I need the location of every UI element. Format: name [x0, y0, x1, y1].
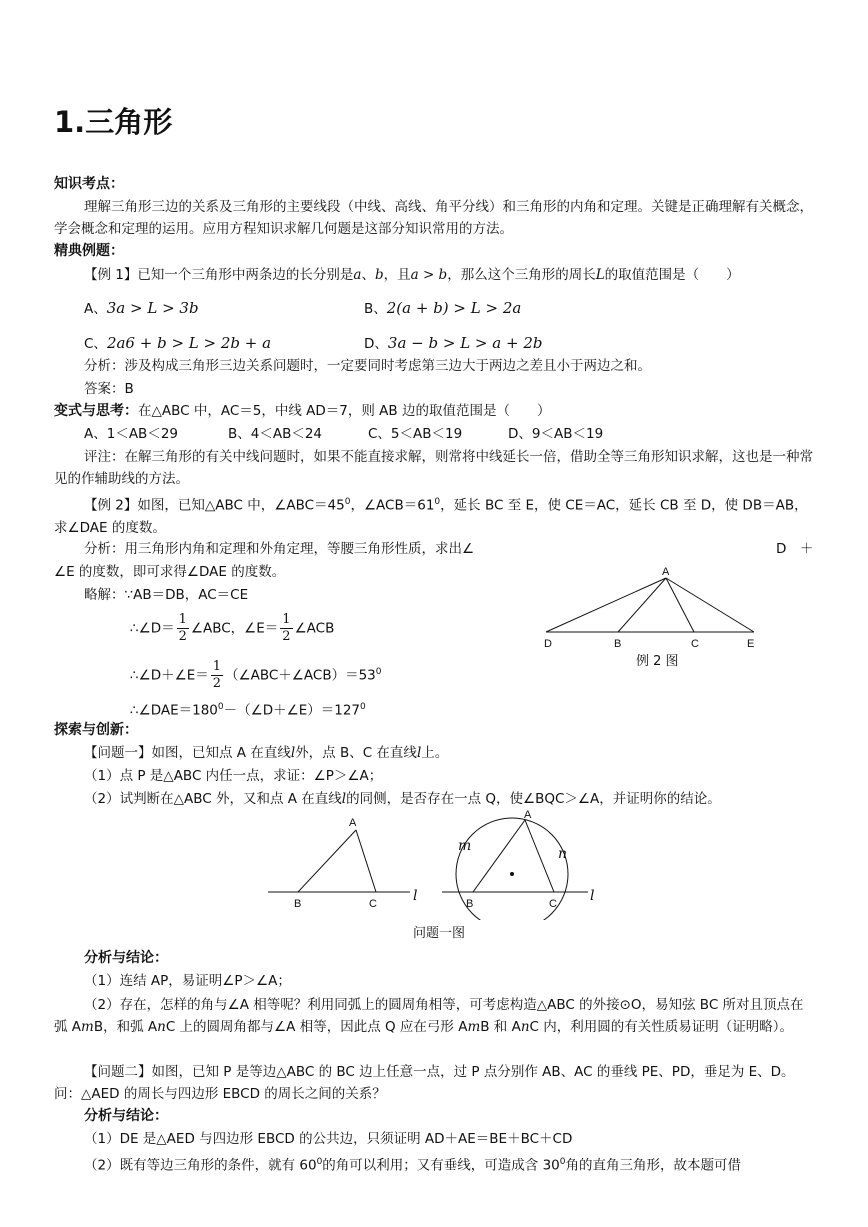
label-a: A — [662, 566, 670, 578]
ex1-analysis: 分析：涉及构成三角形三边关系问题时，一定要同时考虑第三边大于两边之差且小于两边之和。 — [84, 358, 651, 374]
ex2-analysis-line2: ∠E 的度数，即可求得∠DAE 的度数。 — [54, 564, 286, 580]
variant-option-c: C、5＜AB＜19 — [368, 426, 463, 442]
conclusion1-item2: （2）存在，怎样的角与∠A 相等呢？利用同弧上的圆周角相等，可考虑构造△ABC 的外接⊙O，易知弦 BC 所对且顶点在弧 AmB，和弧 AnC 上的圆周角都与∠A 相等，因此点 Q 应在弓形 AmB 和 AnC 内，利用圆的有关性质易证明（证明略）。 — [54, 997, 804, 1035]
ex2-analysis: 分析：用三角形内角和定理和外角定理，等腰三角形性质，求出∠ — [84, 541, 475, 557]
right-label-b: B — [466, 898, 474, 910]
right-side-ac — [525, 820, 554, 892]
line-ae — [666, 578, 754, 632]
examples-heading: 精典例题： — [54, 243, 124, 259]
fraction-half: $\frac{1}{2}$ — [282, 612, 291, 644]
right-label-a: A — [524, 809, 532, 821]
label-b: B — [614, 638, 622, 650]
ex1-answer: 答案：B — [84, 381, 134, 397]
variant-question: 变式与思考：在△ABC 中，AC＝5，中线 AD＝7，则 AB 边的取值范围是（ ） — [54, 403, 551, 419]
problem1-q2: （2）试判断在△ABC 外，又和点 A 在直线l的同侧，是否存在一点 Q，使∠BQC＞∠A，并证明你的结论。 — [84, 791, 721, 807]
problem1-figure-caption: 问题一图 — [413, 926, 466, 941]
arc-label-m: m — [458, 838, 472, 854]
left-label-c: C — [369, 898, 377, 910]
ex2-solution-1: 略解：∵AB＝DB，AC＝CE — [84, 587, 249, 603]
ex1-option-c: C、2a6 + b > L > 2b + a — [84, 334, 272, 352]
ex2-solution-3: ∴∠D＋∠E＝ $\frac{1}{2}$ $(\angle ABC+\angle ACB)=53^0$ — [130, 659, 382, 691]
problem1-figure — [262, 808, 612, 920]
ex1-option-a: A、3a > L > 3b — [84, 299, 199, 317]
arc-label-n: n — [558, 846, 568, 862]
ex1-option-b: B、2(a + b) > L > 2a — [364, 299, 522, 317]
label-e: E — [747, 638, 755, 650]
page-title: 1.三角形 — [54, 105, 173, 139]
variant-comment: 评注：在解三角形的有关中线问题时，如果不能直接求解，则常将中线延长一倍，借助全等三角形知识求解，这也是一种常见的作辅助线的方法。 — [54, 449, 813, 487]
left-label-a: A — [349, 817, 357, 829]
ex2-question: 【例 2】如图，已知△ABC 中，$\angle ABC=45^0$，$\angle ACB=61^0$，延长 BC 至 E，使 CE＝AC，延长 CB 至 D，使 DB＝AB，求∠DAE 的度数。 — [54, 497, 808, 536]
conclusion2-heading: 分析与结论： — [84, 1108, 168, 1124]
fraction-half: $\frac{1}{2}$ — [212, 659, 222, 691]
left-label-l: l — [413, 888, 418, 904]
variant-option-d: D、9＜AB＜19 — [508, 426, 604, 442]
problem1-text: 【问题一】如图，已知点 A 在直线l外，点 B、C 在直线l上。 — [84, 745, 449, 761]
conclusion1-item1: （1）连结 AP，易证明∠P＞∠A； — [84, 973, 291, 989]
ex2-solution-4: $\therefore\angle DAE=180^0-(\angle D+\angle E)=127^0$ — [130, 702, 366, 719]
line-ab — [618, 578, 666, 632]
left-side-ac — [356, 830, 376, 892]
explore-heading: 探索与创新： — [54, 722, 138, 738]
knowledge-text: 理解三角形三边的关系及三角形的主要线段（中线、高线、角平分线）和三角形的内角和定理。关键是正确理解有关概念，学会概念和定理的运用。应用方程知识求解几何题是这部分知识常用的方法。 — [54, 199, 813, 237]
variant-option-b: B、4＜AB＜24 — [228, 426, 323, 442]
left-side-ab — [298, 830, 356, 892]
ex2-solution-2: ∴∠D＝ $\frac{1}{2}$ ∠ABC，∠E＝ $\frac{1}{2}$ ∠ACB — [130, 612, 335, 644]
variant-option-a: A、1＜AB＜29 — [84, 426, 178, 442]
left-label-b: B — [294, 898, 302, 910]
line-ad — [546, 578, 666, 632]
ex1-option-d: D、3a − b > L > a + 2b — [364, 334, 543, 352]
ex1-question: 【例 1】已知一个三角形中两条边的长分别是a、b，且a > b，那么这个三角形的周长L的取值范围是（ ） — [84, 267, 740, 283]
label-c: C — [691, 638, 699, 650]
right-label-l: l — [590, 888, 595, 904]
fraction-half: $\frac{1}{2}$ — [178, 612, 187, 644]
circle-center-dot — [510, 872, 514, 876]
conclusion2-item2: （2）既有等边三角形的条件，就有 $60^0$的角可以利用；又有垂线，可造成含 $30^0$角的直角三角形，故本题可借 — [84, 1157, 742, 1174]
conclusion1-heading: 分析与结论： — [84, 950, 168, 966]
label-d: D — [544, 638, 552, 650]
knowledge-heading: 知识考点： — [54, 176, 124, 192]
right-label-c: C — [549, 898, 557, 910]
ex2-figure-caption: 例 2 图 — [636, 654, 679, 669]
ex2-analysis-tail: D ＋ — [776, 541, 814, 557]
problem2-text: 【问题二】如图，已知 P 是等边△ABC 的 BC 边上任意一点，过 P 点分别作 AB、AC 的垂线 PE、PD，垂足为 E、D。问：△AED 的周长与四边形 EBCD 的周长之间的关系？ — [54, 1064, 795, 1102]
problem1-q1: （1）点 P 是△ABC 内任一点，求证：∠P＞∠A； — [84, 768, 383, 784]
right-side-ab — [473, 820, 525, 892]
conclusion2-item1: （1）DE 是△AED 与四边形 EBCD 的公共边，只须证明 AD＋AE＝BE＋BC＋CD — [84, 1131, 573, 1147]
